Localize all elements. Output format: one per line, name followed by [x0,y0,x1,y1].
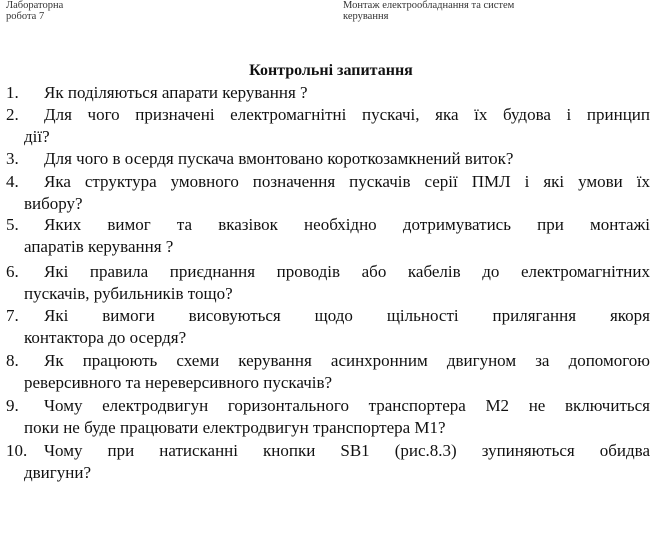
question-number: 8. [6,351,19,370]
question-text: Яка структура умовного позначення пускачів серії ПМЛ і які умови їх [44,172,650,191]
question-number: 10. [6,441,28,460]
question-4 [6,171,650,215]
question-text: Які вимоги висовуються щодо щільності прилягання якоря [44,306,650,325]
question-1 [6,82,650,104]
question-number: 6. [6,262,19,281]
question-text-continued: дії? [24,127,50,146]
question-number: 1. [6,83,19,102]
question-9 [6,395,650,439]
question-3 [6,148,650,170]
question-10 [6,440,650,484]
question-text: Для чого призначені електромагнітні пускачі, яка їх будова і принцип [44,105,650,124]
header-right-line2: керування [343,11,389,22]
question-number: 4. [6,172,19,191]
question-number: 9. [6,396,19,415]
question-8 [6,350,650,394]
question-text-continued: контактора до осердя? [24,328,187,347]
question-text: Для чого в осердя пускача вмонтовано короткозамкнений виток? [44,149,514,168]
question-number: 7. [6,306,19,325]
question-number: 3. [6,149,19,168]
question-5 [6,214,650,258]
question-2 [6,104,650,148]
question-text-continued: апаратів керування ? [24,237,174,256]
header-right-line1: Монтаж електрообладнання та систем [343,0,515,11]
question-6 [6,261,650,305]
header-lab-number [6,0,63,22]
header-left-line2: робота 7 [6,11,45,22]
question-text-continued: вибору? [24,194,83,213]
question-text: Як поділяються апарати керування ? [44,83,308,102]
question-text: Яких вимог та вказівок необхідно дотримуватись при монтажі [44,215,650,234]
question-text: Які правила приєднання проводів або кабелів до електромагнітних [44,262,650,281]
question-number: 2. [6,105,19,124]
question-text-continued: реверсивного та нереверсивного пускачів? [24,373,333,392]
question-number: 5. [6,215,19,234]
question-text-continued: поки не буде працювати електродвигун транспортера М1? [24,418,446,437]
question-text: Чому електродвигун горизонтального транспортера М2 не включиться [44,396,650,415]
question-7 [6,305,650,349]
page-title: Контрольні запитання [249,62,413,79]
header-course-title [343,0,514,22]
question-text: Чому при натисканні кнопки SB1 (рис.8.3) зупиняються обидва [44,441,650,460]
question-text: Як працюють схеми керування асинхронним двигуном за допомогою [44,351,650,370]
header-left-line1: Лабораторна [6,0,64,11]
question-text-continued: пускачів, рубильників тощо? [24,284,233,303]
question-text-continued: двигуни? [24,463,91,482]
